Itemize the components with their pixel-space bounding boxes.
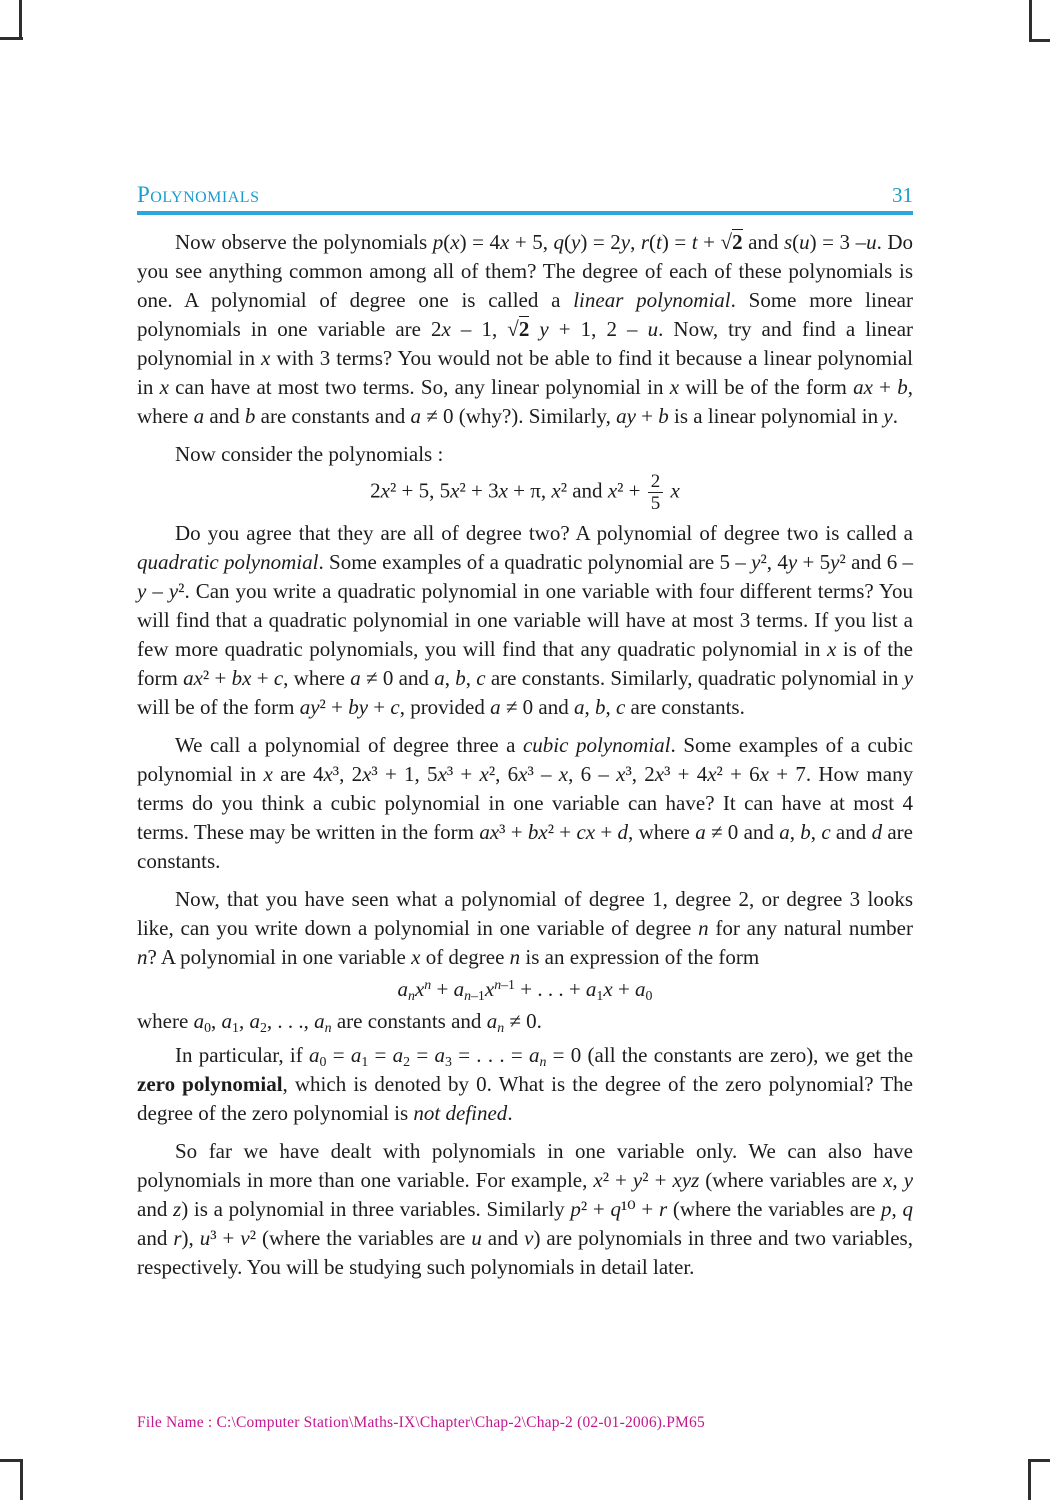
fraction-numerator: 2 (648, 472, 664, 493)
display-equation-degree-two-examples (137, 472, 913, 514)
crop-mark-bottom-right-horizontal (1028, 1459, 1050, 1462)
page-body (137, 182, 913, 1282)
crop-mark-top-left-horizontal (0, 37, 23, 40)
equation-post: x (670, 478, 680, 503)
fraction-denominator: 5 (650, 493, 661, 515)
paragraph-where-constants: where $a_0$, $a_1$, $a_2$, . . ., $a_n$ are constants and $a_n \ne 0$. (137, 1008, 542, 1035)
paragraph-now-consider: Now consider the polynomials : (175, 442, 444, 466)
crop-mark-top-right-vertical (1029, 0, 1032, 41)
paragraph-linear-polynomials: Now observe the polynomials p(x) = 4x + 5, q(y) = 2y, r(t) = t + √2 and s(u) = 3 –u. Do you see anything common among all of them? The degree of each of these polynomials is one. A polynomial of degree one is called a linear polynomial. Some more linear polynomials in one variable are 2x – 1, √2 y + 1, 2 – u. Now, try and find a linear polynomial in x with 3 terms? You would not be able to find it because a linear polynomial in x can have at most two terms. So, any linear polynomial in x will be of the form ax + b, where a and b are constants and a ≠ 0 (why?). Similarly, ay + b is a linear polynomial in y. (137, 230, 914, 428)
paragraph-cubic-polynomial: We call a polynomial of degree three a cubic polynomial. Some examples of a cubic polynomial in x are 4x³, 2x³ + 1, 5x³ + x², 6x³ – x, 6 – x³, 2x³ + 4x² + 6x + 7. How many terms do you think a cubic polynomial in one variable can have? It can have at most 4 terms. These may be written in the form ax³ + bx² + cx + d, where a ≠ 0 and a, b, c and d are constants. (137, 732, 914, 873)
display-equation-general-form: $a_nx^n + a_{n-1}x^{n-1}$ + . . . + $a_1x + a_0$ (397, 976, 653, 1003)
crop-mark-bottom-right-vertical (1028, 1459, 1031, 1500)
paragraph-degree-n-intro: Now, that you have seen what a polynomial of degree 1, degree 2, or degree 3 looks like, can you write down a polynomial in one variable of degree n for any natural number n? A polynomial in one variable x of degree n is an expression of the form (137, 886, 913, 969)
header-rule (137, 211, 913, 215)
paragraph-zero-polynomial: In particular, if $a_0 = a_1 = a_2 = a_3$ = . . . = $a_n = 0$ (all the constants are zero), we get the zero polynomial, which is denoted by 0. What is the degree of the zero polynomial? The degree of the zero polynomial is not defined. (137, 1042, 914, 1125)
page-number: 31 (892, 183, 913, 207)
footer-file-name: File Name : C:\Computer Station\Maths-IX\Chapter\Chap-2\Chap-2 (02-01-2006).PM65 (137, 1414, 705, 1431)
crop-mark-top-left-vertical (19, 0, 22, 39)
fraction-two-fifths (648, 472, 664, 514)
crop-mark-top-right-horizontal (1029, 39, 1050, 42)
running-header (137, 182, 913, 208)
crop-mark-bottom-left-vertical (20, 1459, 23, 1500)
paragraph-quadratic-polynomial: Do you agree that they are all of degree two? A polynomial of degree two is called a quadratic polynomial. Some examples of a quadratic polynomial are 5 – y², 4y + 5y² and 6 – y – y². Can you write a quadratic polynomial in one variable with four different terms? You will find that a quadratic polynomial in one variable will have at most 3 terms. If you list a few more quadratic polynomials, you will find that any quadratic polynomial in x is of the form ax² + bx + c, where a ≠ 0 and a, b, c are constants. Similarly, quadratic polynomial in y will be of the form ay² + by + c, provided a ≠ 0 and a, b, c are constants. (137, 520, 914, 719)
paragraph-multi-variable: So far we have dealt with polynomials in one variable only. We can also have polynomials in more than one variable. For example, x² + y² + xyz (where variables are x, y and z) is a polynomial in three variables. Similarly p² + q¹⁰ + r (where the variables are p, q and r), u³ + v² (where the variables are u and v) are polynomials in three and two variables, respectively. You will be studying such polynomials in detail later. (137, 1138, 914, 1279)
equation-pre: 2x² + 5, 5x² + 3x + π, x² and x² + (370, 478, 646, 503)
running-header-title: Polynomials (137, 182, 260, 207)
